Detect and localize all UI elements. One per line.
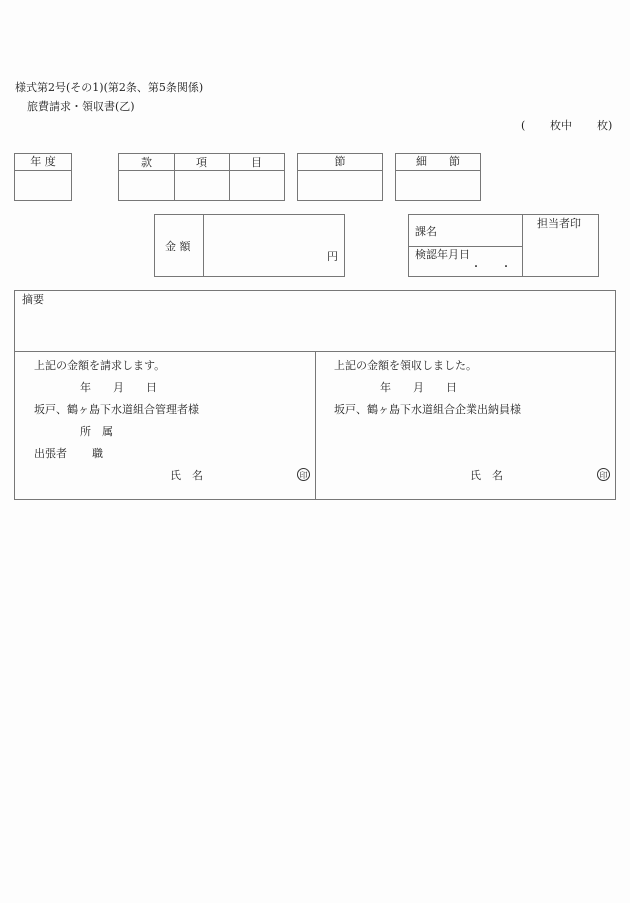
setsu-box	[297, 153, 383, 201]
moku-label: 目	[251, 156, 262, 169]
request-addressee: 坂戸、鶴ヶ島下水道組合管理者様	[34, 403, 199, 416]
kou-label: 項	[196, 156, 207, 169]
kan-label: 款	[141, 156, 152, 169]
fiscal-year-field[interactable]	[15, 171, 71, 200]
summary-field[interactable]	[15, 307, 615, 351]
sheet-count-total: 枚)	[597, 119, 613, 132]
kou-field[interactable]	[175, 171, 229, 200]
receipt-statement: 上記の金額を領収しました。	[334, 359, 477, 372]
summary-label: 摘要	[22, 293, 44, 306]
amount-field[interactable]	[204, 215, 344, 276]
affiliation-field[interactable]	[115, 423, 305, 441]
yen-unit: 円	[327, 250, 338, 263]
kan-field[interactable]	[119, 171, 174, 200]
receipt-date: 年 月 日	[380, 381, 457, 394]
amount-label: 金 額	[165, 240, 191, 253]
saisetsu-field[interactable]	[396, 171, 480, 200]
affiliation-label: 所 属	[80, 425, 113, 438]
summary-box	[14, 290, 616, 500]
traveler-label: 出張者	[34, 447, 67, 460]
position-field[interactable]	[115, 445, 305, 463]
setsu-field[interactable]	[298, 171, 382, 200]
section-name-label: 課名	[415, 225, 437, 238]
receipt-name-field[interactable]	[510, 467, 595, 485]
saisetsu-label: 細 節	[396, 154, 480, 171]
person-in-charge-seal-label: 担当者印	[537, 217, 581, 230]
receipt-name-label: 氏 名	[470, 469, 503, 482]
moku-field[interactable]	[230, 171, 284, 200]
receipt-addressee: 坂戸、鶴ヶ島下水道組合企業出納員様	[334, 403, 521, 416]
sheet-count-open: (	[521, 119, 526, 132]
verified-date-dots: ・ ・	[471, 262, 511, 273]
person-in-charge-seal-field[interactable]	[523, 232, 598, 276]
fiscal-year-label: 年 度	[15, 154, 71, 171]
request-name-field[interactable]	[210, 467, 295, 485]
form-title: 旅費請求・領収書(乙)	[27, 100, 135, 113]
request-date: 年 月 日	[80, 381, 157, 394]
request-statement: 上記の金額を請求します。	[34, 359, 166, 372]
fiscal-year-box	[14, 153, 72, 201]
position-label: 職	[92, 447, 103, 460]
setsu-label: 節	[298, 154, 382, 171]
request-name-label: 氏 名	[170, 469, 203, 482]
section-name-field[interactable]	[439, 215, 521, 246]
form-number: 様式第2号(その1)(第2条、第5条関係)	[15, 81, 204, 94]
sheet-count-of: 枚中	[550, 119, 572, 132]
saisetsu-box	[395, 153, 481, 201]
verified-date-label: 検認年月日	[415, 248, 470, 261]
receipt-seal-icon: 印	[597, 468, 610, 481]
amount-box	[154, 214, 345, 277]
budget-category-box	[118, 153, 285, 201]
request-seal-icon: 印	[297, 468, 310, 481]
approval-box	[408, 214, 599, 277]
